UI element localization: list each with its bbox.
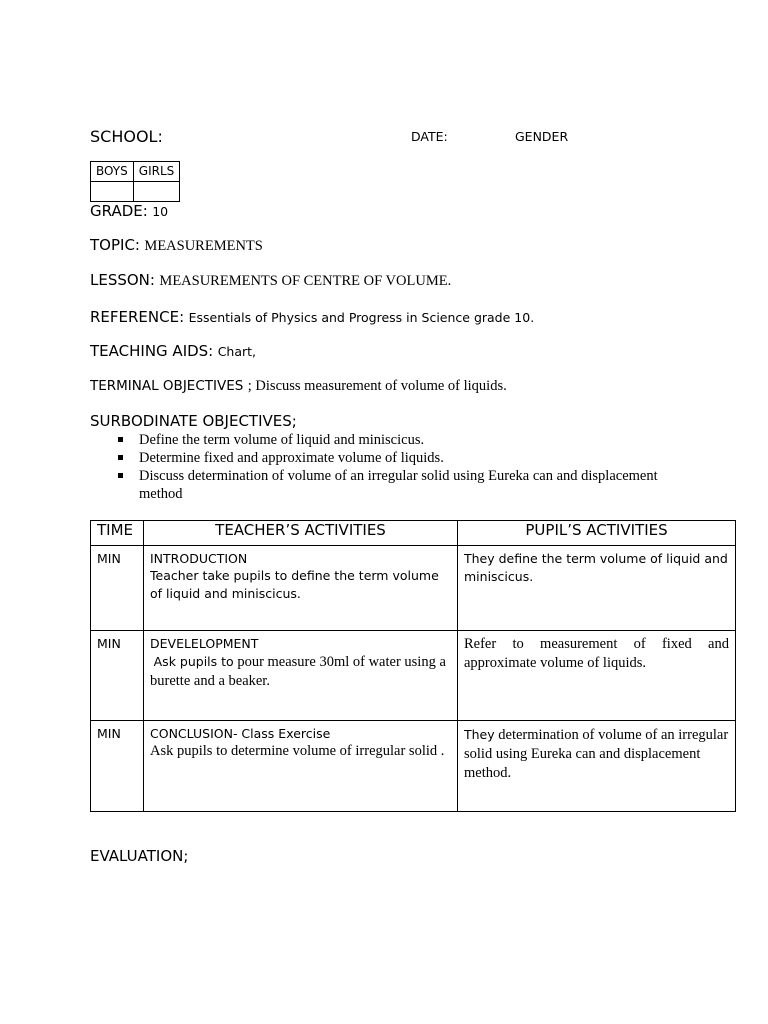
teacher-text: Ask pupils to determine volume of irregular solid .	[150, 743, 445, 759]
grade-value: 10	[152, 204, 169, 219]
teaching-aids-line	[90, 342, 256, 361]
time-cell: MIN	[91, 546, 144, 631]
girls-count-cell[interactable]	[133, 182, 179, 202]
teacher-heading: CONCLUSION- Class Exercise	[150, 726, 331, 741]
pupil-text: They determination of volume of an irregular solid using Eureka can and displacement method.	[464, 727, 729, 781]
teacher-column-header: TEACHER’S ACTIVITIES	[144, 521, 458, 546]
girls-header: GIRLS	[133, 162, 179, 182]
lesson-value: MEASUREMENTS OF CENTRE OF VOLUME.	[159, 273, 452, 289]
table-header-row	[91, 521, 736, 546]
time-cell: MIN	[91, 631, 144, 721]
activities-table	[90, 520, 736, 812]
reference-line	[90, 308, 534, 327]
pupil-cell	[458, 721, 736, 812]
boys-count-cell[interactable]	[91, 182, 134, 202]
terminal-objectives-line	[90, 377, 507, 395]
subordinate-objectives-label: SURBODINATE OBJECTIVES;	[90, 412, 297, 430]
pupil-text: They define the term volume of liquid and miniscicus.	[464, 551, 728, 584]
teacher-heading: INTRODUCTION	[150, 551, 248, 566]
table-row	[91, 631, 736, 721]
topic-line	[90, 236, 263, 255]
teacher-cell	[144, 546, 458, 631]
terminal-objectives-value: ; Discuss measurement of volume of liquids.	[247, 378, 507, 394]
time-column-header: TIME	[91, 521, 144, 546]
teacher-text: Ask pupils to pour measure 30ml of water using a burette and a beaker.	[150, 654, 446, 689]
table-row	[91, 546, 736, 631]
pupil-cell	[458, 631, 736, 721]
evaluation-label: EVALUATION;	[90, 847, 189, 865]
grade-line	[90, 202, 168, 221]
terminal-objectives-label: TERMINAL OBJECTIVES	[90, 378, 244, 394]
topic-label: TOPIC:	[90, 236, 140, 254]
teaching-aids-label: TEACHING AIDS:	[90, 342, 214, 360]
list-item: Define the term volume of liquid and miniscicus.	[118, 431, 688, 449]
table-row	[91, 721, 736, 812]
reference-value: Essentials of Physics and Progress in Science grade 10.	[188, 310, 535, 325]
gender-count-table	[90, 161, 180, 202]
lesson-line	[90, 271, 451, 290]
list-item: Determine fixed and approximate volume of liquids.	[118, 449, 688, 467]
pupil-cell	[458, 546, 736, 631]
subordinate-objectives-list	[118, 431, 688, 503]
date-label: DATE:	[411, 129, 448, 144]
list-item: Discuss determination of volume of an irregular solid using Eureka can and displacement method	[118, 467, 688, 503]
reference-label: REFERENCE:	[90, 308, 185, 326]
topic-value: MEASUREMENTS	[144, 238, 263, 254]
time-cell: MIN	[91, 721, 144, 812]
pupil-text: Refer to measurement of fixed and approximate volume of liquids.	[464, 636, 729, 671]
gender-label: GENDER	[515, 129, 569, 144]
school-label: SCHOOL:	[90, 127, 163, 146]
teacher-text: Teacher take pupils to define the term volume of liquid and miniscicus.	[150, 568, 439, 601]
lesson-label: LESSON:	[90, 271, 155, 289]
teacher-heading: DEVELELOPMENT	[150, 636, 259, 651]
pupil-column-header: PUPIL’S ACTIVITIES	[458, 521, 736, 546]
grade-label: GRADE:	[90, 202, 148, 220]
boys-header: BOYS	[91, 162, 134, 182]
teacher-cell	[144, 721, 458, 812]
teacher-cell	[144, 631, 458, 721]
teaching-aids-value: Chart,	[217, 344, 257, 359]
